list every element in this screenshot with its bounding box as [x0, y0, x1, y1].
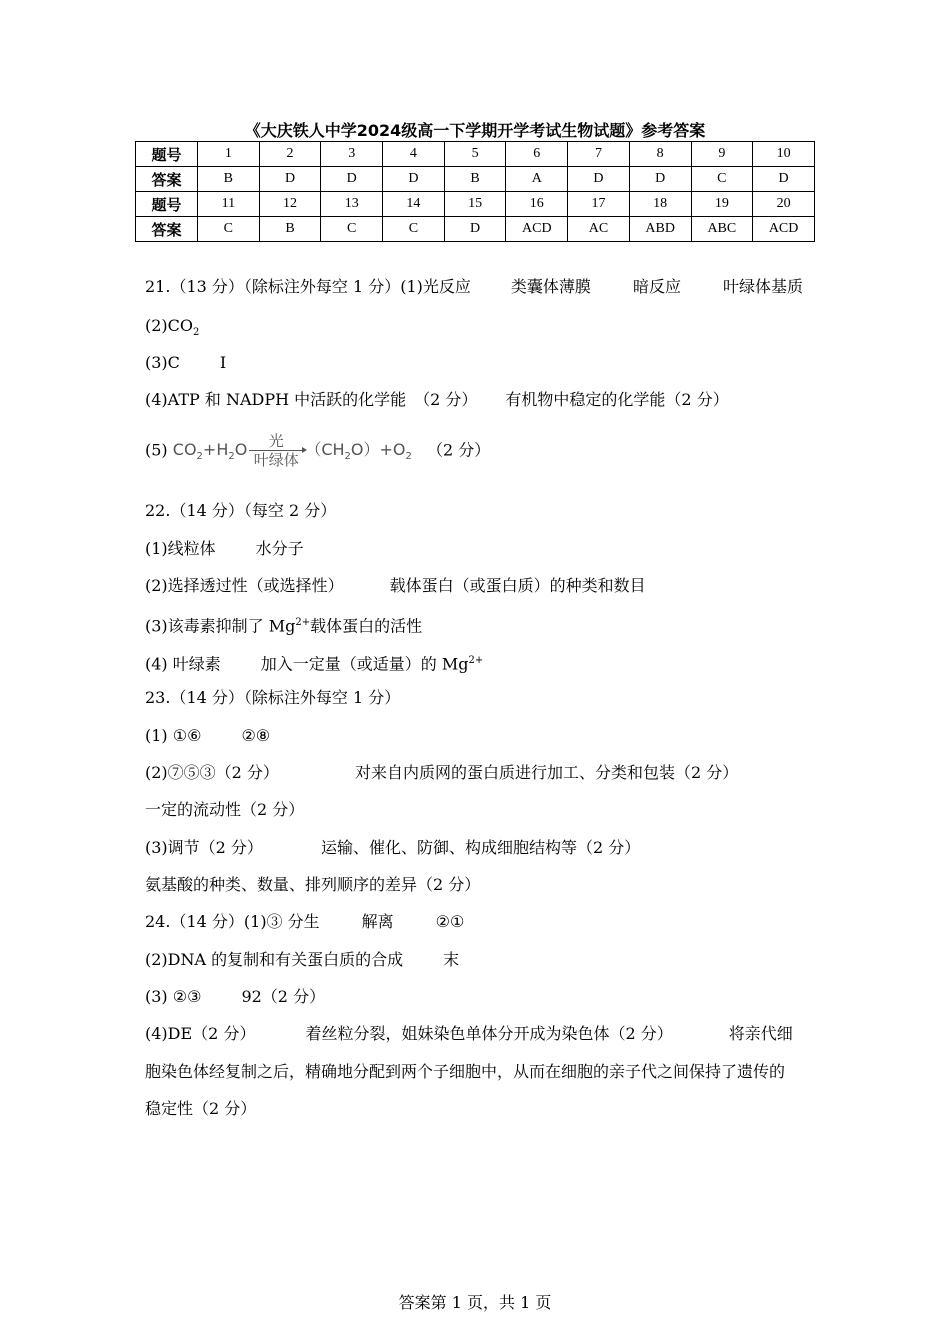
answer-cell: B: [259, 217, 321, 242]
q23-answer-2a: (2)⑦⑤③（2 分）: [145, 763, 279, 782]
eq-co: CO: [172, 440, 197, 459]
eq-sub-3: 2: [344, 451, 351, 463]
eq-ch: （CH: [305, 440, 345, 459]
arrow-condition-bottom: 叶绿体: [253, 451, 299, 469]
answer-cell: D: [259, 167, 321, 192]
q22-head: 22.（14 分）（每空 2 分）: [145, 501, 337, 520]
q21-answer-4b: 有机物中稳定的化学能（2 分）: [505, 390, 729, 409]
question-number-cell: 9: [691, 142, 753, 167]
answer-cell: D: [629, 167, 691, 192]
question-number-cell: 8: [629, 142, 691, 167]
eq-o: O: [234, 440, 248, 459]
q21-answer-1c: 暗反应: [632, 277, 681, 296]
arrow-line: [249, 450, 303, 451]
q21-answer-1d: 叶绿体基质: [722, 277, 803, 296]
q21-line-1: [145, 276, 803, 298]
question-number-cell: 12: [259, 192, 321, 217]
eq-sub-4: 2: [405, 451, 412, 463]
question-number-cell: 14: [383, 192, 445, 217]
row-label-number: 题号: [136, 142, 198, 167]
question-number-cell: 18: [629, 192, 691, 217]
answer-cell: A: [506, 167, 568, 192]
answer-cell: D: [321, 167, 383, 192]
q24-answer-4b: 着丝粒分裂，姐妹染色单体分开成为染色体（2 分）: [305, 1024, 673, 1043]
answer-cell: C: [691, 167, 753, 192]
answer-cell: C: [198, 217, 260, 242]
question-number-cell: 4: [383, 142, 445, 167]
answer-cell: B: [198, 167, 260, 192]
eq-o2: O）+O: [350, 440, 406, 459]
q24-answer-2b: 末: [443, 950, 460, 969]
q24-answer-3a: (3) ②③: [145, 987, 202, 1006]
answer-cell: ABC: [691, 217, 753, 242]
q23-answer-1b: ②⑧: [241, 726, 271, 745]
answer-cell: ACD: [506, 217, 568, 242]
q22-answer-4b: 加入一定量（或适量）的 Mg: [260, 654, 469, 674]
question-number-cell: 13: [321, 192, 383, 217]
q22-line-2: [145, 575, 646, 597]
table-row: [136, 217, 815, 242]
question-number-cell: 17: [568, 192, 630, 217]
row-label-answer: 答案: [136, 217, 198, 242]
question-number-cell: 6: [506, 142, 568, 167]
row-label-number: 题号: [136, 192, 198, 217]
q23-answer-2b: 对来自内质网的蛋白质进行加工、分类和包装（2 分）: [354, 763, 739, 782]
photosynthesis-equation: [172, 432, 417, 469]
q24-answer-2a: (2)DNA 的复制和有关蛋白质的合成: [145, 950, 404, 969]
answer-cell: B: [444, 167, 506, 192]
answer-cell: D: [753, 167, 815, 192]
q22-answer-3a: (3)该毒素抑制了 Mg: [145, 616, 296, 636]
question-number-cell: 2: [259, 142, 321, 167]
q24-answer-1c: ②①: [435, 912, 465, 931]
q22-line-4: [145, 650, 483, 675]
answer-cell: D: [444, 217, 506, 242]
q23-head: 23.（14 分）（除标注外每空 1 分）: [145, 688, 401, 707]
q22-answer-4-sup: 2+: [468, 655, 484, 666]
q22-answer-3-sup: 2+: [295, 617, 311, 628]
question-number-cell: 5: [444, 142, 506, 167]
q22-answer-1b: 水分子: [255, 539, 304, 558]
page-title: 《大庆铁人中学2024级高一下学期开学考试生物试题》参考答案: [244, 121, 706, 140]
question-number-cell: 1: [198, 142, 260, 167]
q21-answer-1b: 类囊体薄膜: [510, 277, 591, 296]
q22-answer-2b: 载体蛋白（或蛋白质）的种类和数目: [389, 576, 646, 595]
q21-answer-2-sub: 2: [193, 327, 200, 339]
q24-answer-3b: 92（2 分）: [241, 987, 326, 1006]
q21-answer-3a: (3)C: [145, 353, 180, 372]
q22-answer-1a: (1)线粒体: [145, 539, 216, 558]
eq-sub-1: 2: [196, 451, 203, 463]
question-number-cell: 20: [753, 192, 815, 217]
question-number-cell: 11: [198, 192, 260, 217]
q21-answer-3b: I: [219, 353, 227, 372]
table-row: [136, 142, 815, 167]
row-label-answer: 答案: [136, 167, 198, 192]
q24-answer-4d: 胞染色体经复制之后，精确地分配到两个子细胞中，从而在细胞的亲子代之间保持了遗传的: [145, 1062, 786, 1081]
q24-answer-4e: 稳定性（2 分）: [145, 1099, 257, 1118]
arrow-condition-top: 光: [268, 432, 284, 450]
q24-answer-1b: 解离: [361, 912, 394, 931]
q24-line-1: [145, 911, 464, 933]
q21-head: 21.（13 分）（除标注外每空 1 分）(1)光反应: [145, 277, 471, 296]
table-row: [136, 192, 815, 217]
q23-answer-1a: (1) ①⑥: [145, 726, 202, 745]
q24-line-4: [145, 1023, 793, 1045]
q23-answer-3a: (3)调节（2 分）: [145, 838, 263, 857]
q24-line-3: [145, 986, 325, 1008]
question-number-cell: 10: [753, 142, 815, 167]
reaction-arrow: [249, 432, 303, 469]
q24-head: 24.（14 分）(1)③ 分生: [145, 912, 320, 931]
q23-answer-3c: 氨基酸的种类、数量、排列顺序的差异（2 分）: [145, 875, 481, 894]
q21-answer-4a: (4)ATP 和 NADPH 中活跃的化学能 （2 分）: [145, 390, 478, 409]
q21-line-3: [145, 352, 226, 374]
q23-line-1: [145, 725, 270, 747]
q24-line-2: [145, 949, 459, 971]
q21-line-5: [145, 432, 490, 469]
q22-line-3: [145, 612, 422, 637]
table-row: [136, 167, 815, 192]
question-number-cell: 19: [691, 192, 753, 217]
eq-h: +H: [202, 440, 229, 459]
q22-answer-3b: 载体蛋白的活性: [310, 616, 423, 636]
q23-line-2: [145, 762, 738, 784]
question-number-cell: 15: [444, 192, 506, 217]
q22-answer-2a: (2)选择透过性（或选择性）: [145, 576, 344, 595]
answer-cell: C: [321, 217, 383, 242]
q21-answer-2: (2)CO: [145, 316, 194, 335]
q24-answer-4a: (4)DE（2 分）: [145, 1024, 256, 1043]
answer-table: [135, 141, 815, 242]
answer-cell: ABD: [629, 217, 691, 242]
eq-sub-2: 2: [228, 451, 235, 463]
page-footer: 答案第 1 页，共 1 页: [398, 1293, 552, 1312]
question-number-cell: 3: [321, 142, 383, 167]
answer-cell: D: [383, 167, 445, 192]
q21-line-2: [145, 315, 199, 344]
q23-answer-2c: 一定的流动性（2 分）: [145, 800, 305, 819]
answer-cell: ACD: [753, 217, 815, 242]
question-number-cell: 16: [506, 192, 568, 217]
q21-answer-5-suffix: （2 分）: [426, 440, 491, 460]
answer-cell: AC: [568, 217, 630, 242]
q23-line-3: [145, 837, 640, 859]
question-number-cell: 7: [568, 142, 630, 167]
q22-answer-4a: (4) 叶绿素: [145, 654, 221, 674]
answer-cell: C: [383, 217, 445, 242]
q21-line-4: [145, 389, 729, 411]
answer-cell: D: [568, 167, 630, 192]
q21-answer-5-prefix: (5): [145, 440, 168, 460]
q24-answer-4c: 将亲代细: [728, 1024, 793, 1043]
q23-answer-3b: 运输、催化、防御、构成细胞结构等（2 分）: [320, 838, 641, 857]
q22-line-1: [145, 538, 304, 560]
